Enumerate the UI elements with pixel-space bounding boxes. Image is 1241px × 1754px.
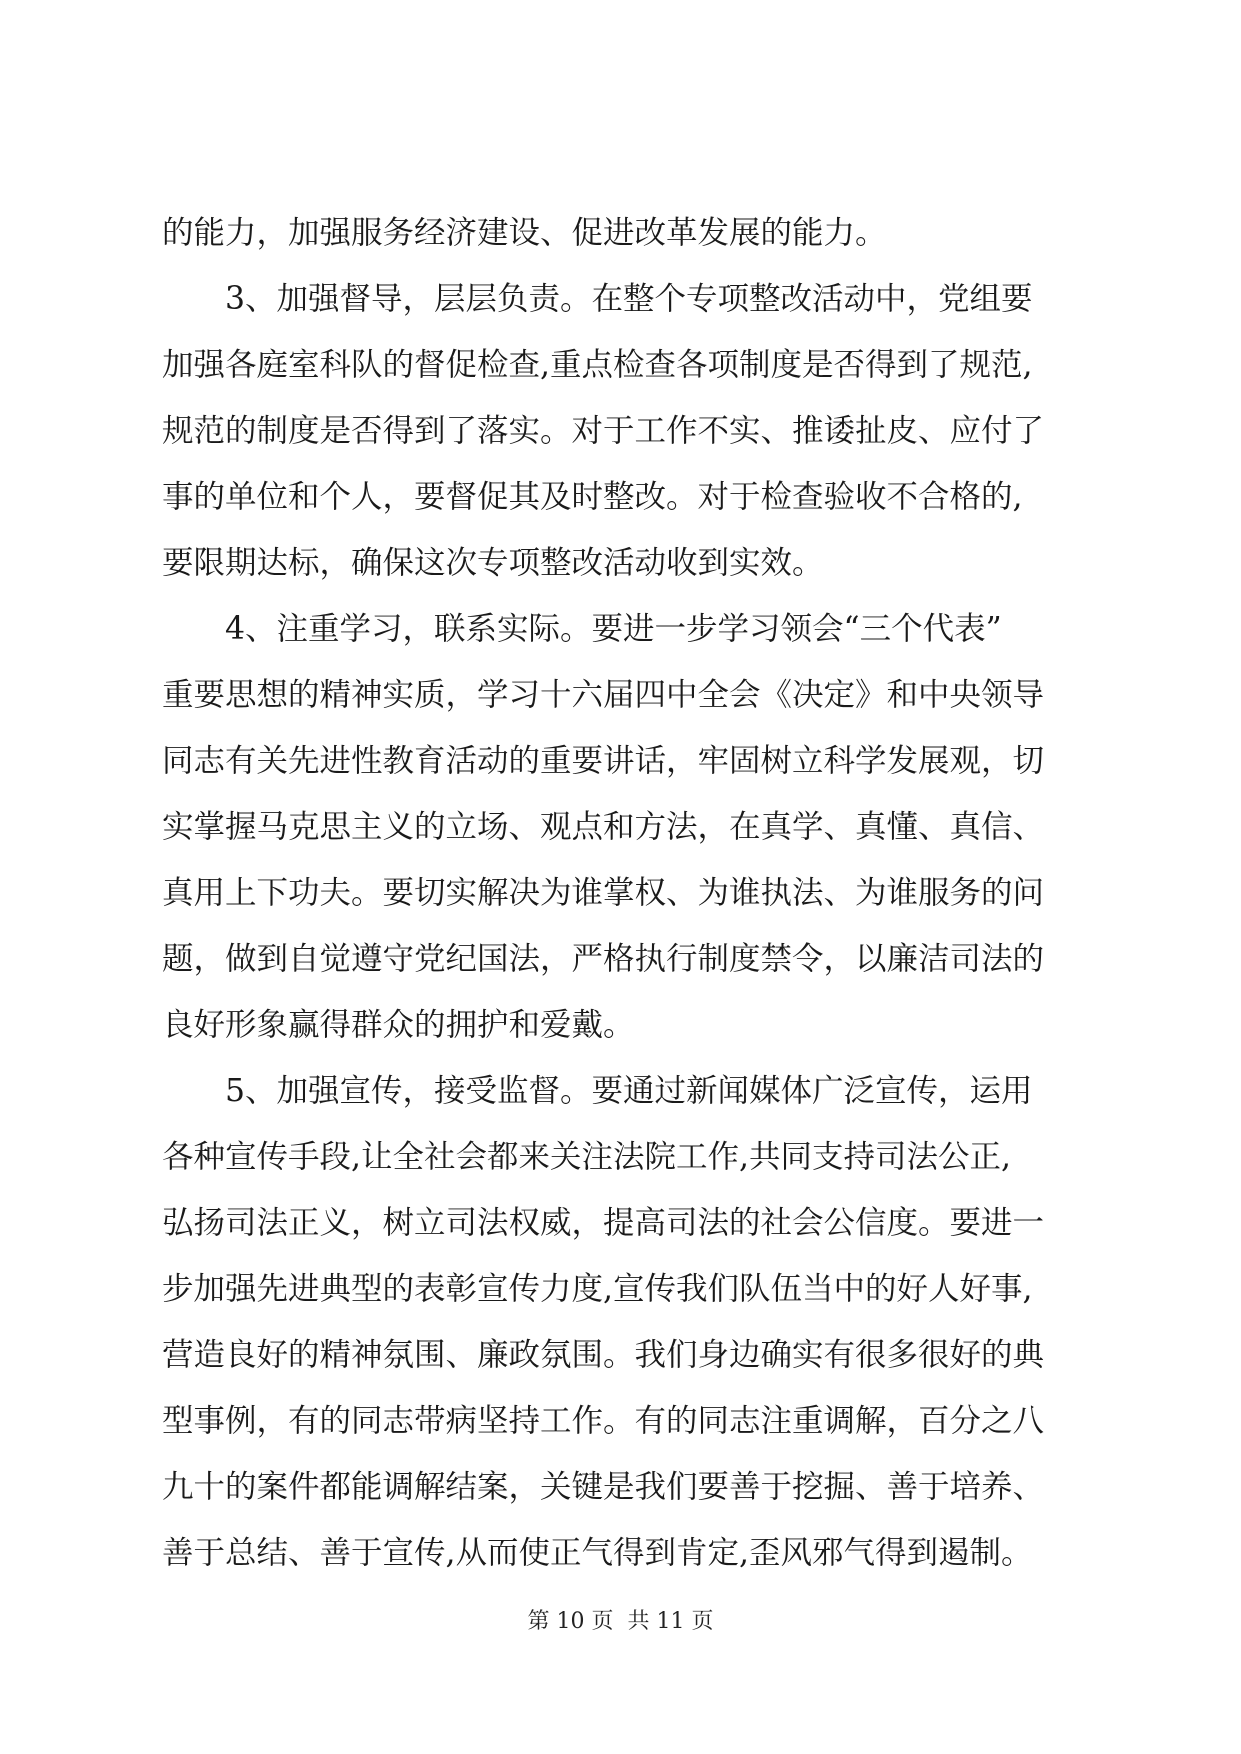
page-footer — [0, 1604, 1241, 1635]
text-line: 题，做到自觉遵守党纪国法，严格执行制度禁令，以廉洁司法的 — [162, 941, 1045, 977]
text-line: 重要思想的精神实质，学习十六届四中全会《决定》和中央领导 — [162, 677, 1045, 713]
text-line: 3、加强督导，层层负责。在整个专项整改活动中，党组要 — [162, 281, 1033, 317]
text-line: 良好形象赢得群众的拥护和爱戴。 — [162, 1007, 635, 1043]
text-line: 弘扬司法正义，树立司法权威，提高司法的社会公信度。要进一 — [162, 1205, 1045, 1241]
text-line: 事的单位和个人，要督促其及时整改。对于检查验收不合格的, — [162, 479, 1023, 515]
text-line: 真用上下功夫。要切实解决为谁掌权、为谁执法、为谁服务的问 — [162, 875, 1045, 911]
text-line: 各种宣传手段,让全社会都来关注法院工作,共同支持司法公正, — [162, 1139, 1012, 1175]
text-line: 步加强先进典型的表彰宣传力度,宣传我们队伍当中的好人好事, — [162, 1271, 1033, 1307]
text-line: 加强各庭室科队的督促检查,重点检查各项制度是否得到了规范, — [162, 347, 1033, 383]
text-line: 同志有关先进性教育活动的重要讲话，牢固树立科学发展观，切 — [162, 743, 1045, 779]
text-line: 5、加强宣传，接受监督。要通过新闻媒体广泛宣传，运用 — [162, 1073, 1033, 1109]
text-line: 营造良好的精神氛围、廉政氛围。我们身边确实有很多很好的典 — [162, 1337, 1045, 1373]
text-line: 实掌握马克思主义的立场、观点和方法，在真学、真懂、真信、 — [162, 809, 1045, 845]
text-line: 九十的案件都能调解结案，关键是我们要善于挖掘、善于培养、 — [162, 1469, 1045, 1505]
text-line: 规范的制度是否得到了落实。对于工作不实、推诿扯皮、应付了 — [162, 413, 1045, 449]
text-line: 型事例，有的同志带病坚持工作。有的同志注重调解，百分之八 — [162, 1403, 1045, 1439]
text-line: 的能力，加强服务经济建设、促进改革发展的能力。 — [162, 215, 887, 251]
text-line: 要限期达标，确保这次专项整改活动收到实效。 — [162, 545, 824, 581]
page-number: 第 10 页 共 11 页 — [527, 1609, 714, 1634]
text-line: 4、注重学习，联系实际。要进一步学习领会“三个代表” — [162, 611, 1002, 647]
text-line: 善于总结、善于宣传,从而使正气得到肯定,歪风邪气得到遏制。 — [162, 1535, 1033, 1571]
